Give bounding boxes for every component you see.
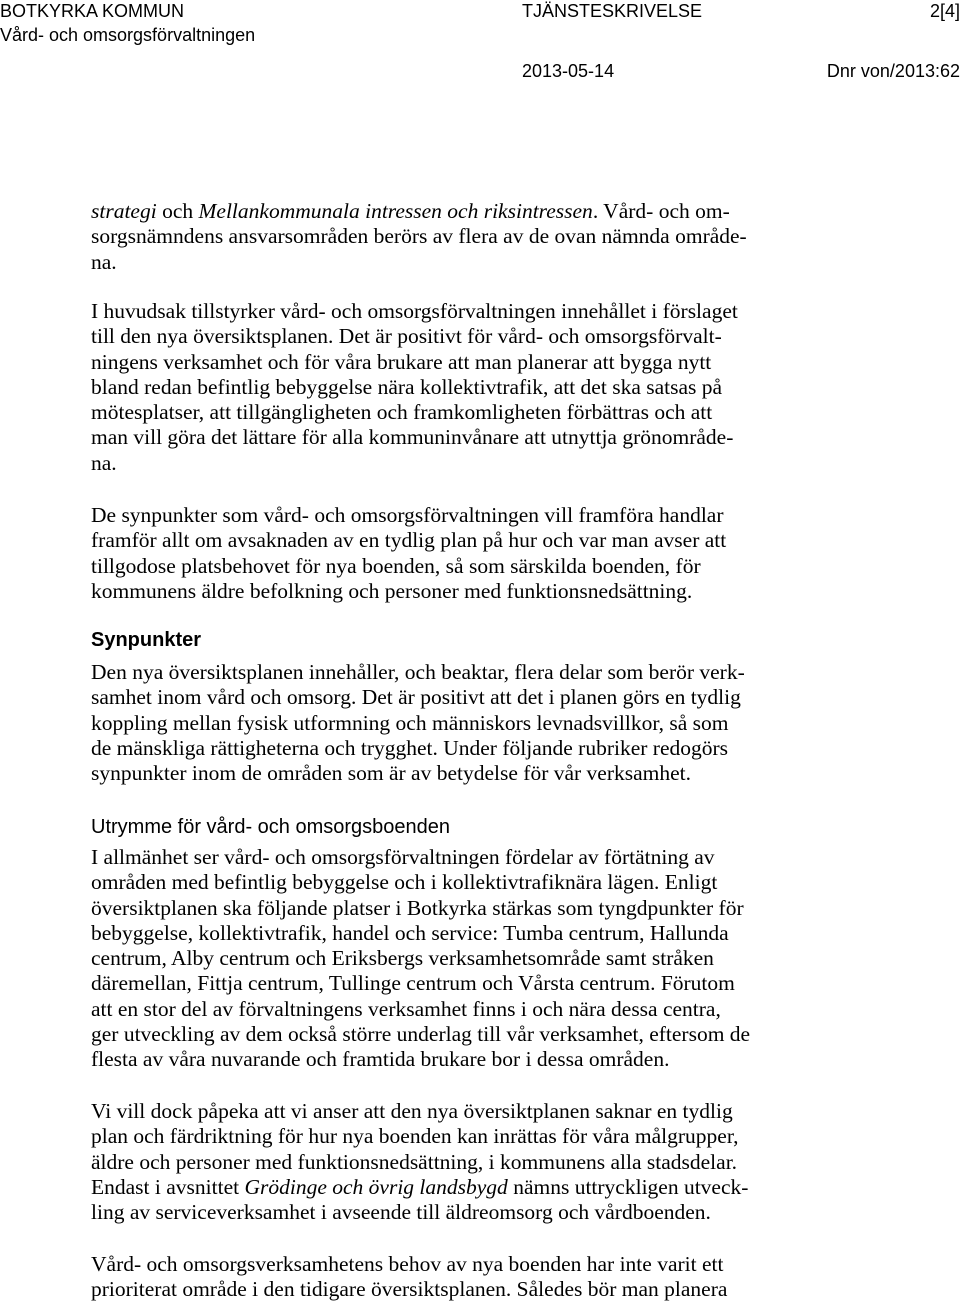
- text-line: däremellan, Fittja centrum, Tullinge centrum och Vårsta centrum. Förutom: [91, 971, 735, 996]
- text-line: bebyggelse, kollektivtrafik, handel och service: Tumba centrum, Hallunda: [91, 920, 729, 945]
- paragraph-behov: [91, 1252, 831, 1303]
- text-span: Endast i avsnittet: [91, 1174, 245, 1199]
- text-line: ger utveckling av dem också större underlag till vår verksamhet, eftersom de: [91, 1022, 751, 1047]
- paragraph-support: [91, 299, 831, 476]
- text-line: synpunkter inom de områden som är av betydelse för vår verksamhet.: [91, 761, 692, 786]
- text-line: I allmänhet ser vård- och omsorgsförvaltningen fördelar av förtätning av: [91, 845, 715, 869]
- text-line: Vi vill dock påpeka att vi anser att den nya översiktplanen saknar en tydlig: [91, 1099, 733, 1123]
- text-line: sorgsnämndens ansvarsområden berörs av flera av de ovan nämnda område-: [91, 224, 747, 249]
- text-span: och: [156, 199, 199, 223]
- text-line: tillgodose platsbehovet för nya boenden, så som särskilda boenden, för: [91, 553, 701, 578]
- heading-utrymme: Utrymme för vård- och omsorgsboenden: [91, 816, 451, 838]
- paragraph-plan: [91, 1099, 831, 1225]
- text-line: framför allt om avsaknaden av en tydlig plan på hur och var man avser att: [91, 528, 727, 553]
- document-date: 2013-05-14: [522, 61, 615, 81]
- text-line: De synpunkter som vård- och omsorgsförvaltningen vill framföra handlar: [91, 503, 724, 527]
- text-line: bland redan befintlig bebyggelse nära kollektivtrafik, att det ska satsas på: [91, 374, 723, 399]
- text-line: översiktplanen ska följande platser i Botkyrka stärkas som tyngdpunkter för: [91, 895, 744, 920]
- text-line: man vill göra det lättare för alla kommuninvånare att utnyttja grönområde-: [91, 425, 734, 450]
- text-line: mötesplatser, att tillgängligheten och framkomligheten förbättras och att: [91, 400, 713, 425]
- text-line: äldre och personer med funktionsnedsättning, i kommunens alla stadsdelar.: [91, 1149, 738, 1174]
- text-line: områden med befintlig bebyggelse och i kollektivtrafiknära lägen. Enligt: [91, 870, 718, 895]
- text-line: [91, 199, 831, 224]
- italic-term: Grödinge och övrig landsbygd: [244, 1174, 508, 1199]
- text-line: Den nya översiktsplanen innehåller, och beaktar, flera delar som berör verk-: [91, 660, 745, 684]
- text-line: plan och färdriktning för hur nya boenden kan inrättas för våra målgrupper,: [91, 1124, 739, 1149]
- text-line: [91, 1175, 831, 1200]
- text-line: I huvudsak tillstyrker vård- och omsorgsförvaltningen innehållet i förslaget: [91, 299, 738, 323]
- text-line: ling av serviceverksamhet i avseende till äldreomsorg och vårdboenden.: [91, 1200, 711, 1225]
- text-line: flesta av våra nuvarande och framtida brukare bor i dessa områden.: [91, 1047, 670, 1072]
- text-line: samhet inom vård och omsorg. Det är positivt att det i planen görs en tydlig: [91, 685, 741, 710]
- text-span: . Vård- och om-: [592, 199, 730, 223]
- text-span: nämns uttryckligen utveck-: [507, 1174, 749, 1199]
- paragraph-utrymme: [91, 845, 831, 1073]
- document-dnr: Dnr von/2013:62: [826, 61, 960, 81]
- page-number: 2[4]: [929, 1, 960, 21]
- italic-term: strategi: [91, 199, 157, 223]
- text-line: Vård- och omsorgsverksamhetens behov av nya boenden har inte varit ett: [91, 1252, 724, 1276]
- text-line: kommunens äldre befolkning och personer med funktionsnedsättning.: [91, 578, 693, 603]
- paragraph-viewpoints: [91, 503, 831, 604]
- text-line: centrum, Alby centrum och Eriksbergs verksamhetsområde samt stråken: [91, 946, 714, 971]
- text-line: att en stor del av förvaltningens verksamhet finns i och nära dessa centra,: [91, 996, 721, 1021]
- text-line: de mänskliga rättigheterna och trygghet. Under följande rubriker redogörs: [91, 735, 729, 760]
- text-line: ningens verksamhet och för våra brukare att man planerar att bygga nytt: [91, 349, 712, 374]
- paragraph-synpunkter: [91, 660, 831, 786]
- text-line: prioriterat område i den tidigare översiktsplanen. Således bör man planera: [91, 1277, 728, 1302]
- paragraph-intro: [91, 199, 831, 275]
- italic-term: Mellankommunala intressen och riksintressen: [198, 199, 593, 223]
- heading-synpunkter: Synpunkter: [91, 629, 202, 651]
- department: Vård- och omsorgsförvaltningen: [0, 25, 256, 45]
- org-name: BOTKYRKA KOMMUN: [0, 1, 185, 21]
- text-line: till den nya översiktsplanen. Det är positivt för vård- och omsorgsförvalt-: [91, 324, 722, 349]
- document-type: TJÄNSTESKRIVELSE: [522, 1, 703, 21]
- text-line: na.: [91, 450, 117, 475]
- text-line: na.: [91, 249, 117, 274]
- text-line: koppling mellan fysisk utformning och människors levnadsvillkor, så som: [91, 710, 729, 735]
